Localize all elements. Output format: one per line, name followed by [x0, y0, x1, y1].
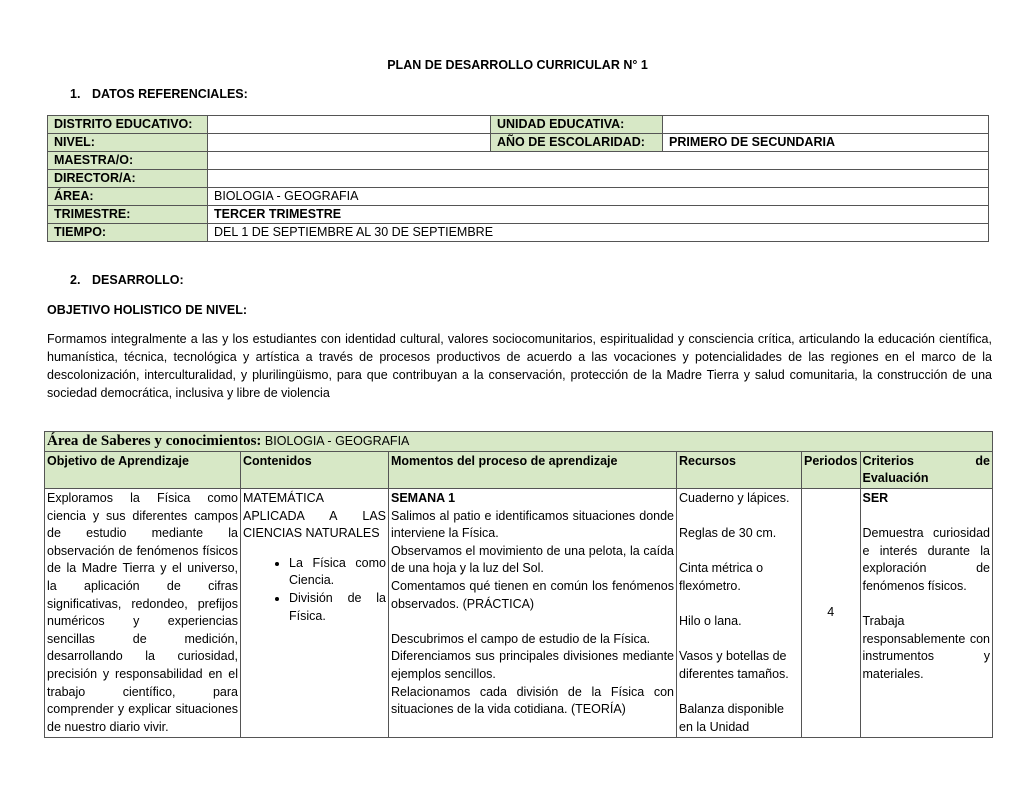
area-saberes-header	[45, 432, 993, 452]
contenidos-cell	[241, 489, 389, 738]
page-title: PLAN DE DESARROLLO CURRICULAR N° 1	[387, 58, 648, 72]
trimestre-label: TRIMESTRE:	[48, 206, 208, 224]
distrito-value	[208, 116, 491, 134]
distrito-label: DISTRITO EDUCATIVO:	[48, 116, 208, 134]
contenidos-list	[243, 555, 386, 625]
recurso-item: Cuaderno y lápices.	[679, 491, 790, 505]
nivel-label: NIVEL:	[48, 134, 208, 152]
criterio-text: Demuestra curiosidad e interés durante la exploración de fenómenos físicos.	[862, 526, 990, 593]
recurso-item: Vasos y botellas de diferentes tamaños.	[679, 649, 789, 681]
table-row	[45, 452, 993, 489]
criterio-dimension: SER	[862, 491, 889, 505]
director-value	[208, 170, 989, 188]
table-row	[48, 134, 989, 152]
header-recursos: Recursos	[677, 452, 802, 489]
table-row	[48, 188, 989, 206]
momentos-paragraph: Salimos al patio e identificamos situaciones donde interviene la Física.	[391, 508, 674, 541]
header-contenidos: Contenidos	[241, 452, 389, 489]
area-label: ÁREA:	[48, 188, 208, 206]
criterios-word: Criterios	[862, 454, 914, 468]
area-saberes-value: BIOLOGIA - GEOGRAFIA	[264, 434, 410, 448]
area-value: BIOLOGIA - GEOGRAFIA	[208, 188, 989, 206]
objetivo-aprendizaje: Exploramos la Física como ciencia y sus diferentes campos de estudio mediante la observación de fenómenos físicos de la Madre Tierra y el universo, la aplicación de cifras significativas, redondeo, prefijos numéricos y experiencias sencillas de medición, desarrollando la curiosidad, precisión y responsabilidad en el trabajo científico, para comprender y explicar situaciones de nuestro diario vivir.	[45, 489, 241, 738]
table-row	[48, 152, 989, 170]
maestro-label: MAESTRA/O:	[48, 152, 208, 170]
momentos-paragraph: Relacionamos cada división de la Física con situaciones de la vida cotidiana. (TEORÍA)	[391, 684, 674, 717]
recursos-cell	[677, 489, 802, 738]
momentos-paragraph: Observamos el movimiento de una pelota, la caída de una hoja y la luz del Sol.	[391, 543, 674, 576]
area-saberes-title: Área de Saberes y conocimientos:	[47, 433, 262, 449]
maestro-value	[208, 152, 989, 170]
list-item: • División de la Física.	[289, 590, 386, 625]
contenidos-title: MATEMÁTICA APLICADA A LAS CIENCIAS NATURALES	[243, 491, 386, 541]
objetivo-holistico-text: Formamos integralmente a las y los estudiantes con identidad cultural, valores sociocomunitarios, espiritualidad y consciencia crítica, articulando la educación científica, humanística, técnica, tecnológica y artística a través de procesos productivos de acuerdo a las vocaciones y potencialidades de las regiones en el marco de la descolonización, interculturalidad, y plurilingüismo, para que contribuyan a la conservación, protección de la Madre Tierra y salud comunitaria, la construcción de una sociedad democrática, inclusiva y libre de violencia	[47, 332, 992, 400]
semana-label: SEMANA 1	[391, 491, 456, 505]
table-row	[45, 489, 993, 738]
unidad-value	[663, 116, 989, 134]
director-label: DIRECTOR/A:	[48, 170, 208, 188]
header-momentos: Momentos del proceso de aprendizaje	[389, 452, 677, 489]
list-item: • La Física como Ciencia.	[289, 555, 386, 590]
criterios-cell	[860, 489, 993, 738]
tiempo-label: TIEMPO:	[48, 224, 208, 242]
tiempo-value: DEL 1 DE SEPTIEMBRE AL 30 DE SEPTIEMBRE	[208, 224, 989, 242]
recurso-item: Cinta métrica o flexómetro.	[679, 561, 764, 593]
saberes-table	[44, 431, 993, 738]
criterio-text: Trabaja responsablemente con instrumentos y materiales.	[862, 614, 990, 681]
anio-value: PRIMERO DE SECUNDARIA	[663, 134, 989, 152]
momentos-cell	[389, 489, 677, 738]
trimestre-value: TERCER TRIMESTRE	[208, 206, 989, 224]
momentos-paragraph: Diferenciamos sus principales divisiones mediante ejemplos sencillos.	[391, 649, 674, 681]
table-row	[48, 206, 989, 224]
periodos-value: 4	[802, 489, 861, 738]
table-row	[48, 170, 989, 188]
section-label: DATOS REFERENCIALES:	[92, 87, 248, 101]
recurso-item: Balanza disponible en la Unidad	[679, 702, 784, 734]
momentos-paragraph: Comentamos qué tienen en común los fenómenos observados. (PRÁCTICA)	[391, 578, 674, 611]
section-heading-desarrollo	[70, 273, 184, 287]
criterios-de-word: de	[975, 454, 990, 468]
section-number: 2.	[70, 273, 81, 287]
table-row	[45, 432, 993, 452]
recurso-item: Reglas de 30 cm.	[679, 526, 777, 541]
objetivo-holistico-title: OBJETIVO HOLISTICO DE NIVEL:	[47, 303, 248, 317]
criterios-evaluacion-word: Evaluación	[862, 471, 929, 485]
recurso-item: Hilo o lana.	[679, 614, 742, 629]
table-row	[48, 116, 989, 134]
nivel-value	[208, 134, 491, 152]
anio-label: AÑO DE ESCOLARIDAD:	[491, 134, 663, 152]
section-heading-datos	[70, 87, 248, 101]
header-periodos: Periodos	[802, 452, 861, 489]
section-label: DESARROLLO:	[92, 273, 184, 287]
header-objetivo: Objetivo de Aprendizaje	[45, 452, 241, 489]
table-row	[48, 224, 989, 242]
momentos-paragraph: Descubrimos el campo de estudio de la Física.	[391, 631, 651, 646]
header-criterios	[860, 452, 993, 489]
section-number: 1.	[70, 87, 81, 101]
datos-referenciales-table	[47, 115, 989, 242]
unidad-label: UNIDAD EDUCATIVA:	[491, 116, 663, 134]
